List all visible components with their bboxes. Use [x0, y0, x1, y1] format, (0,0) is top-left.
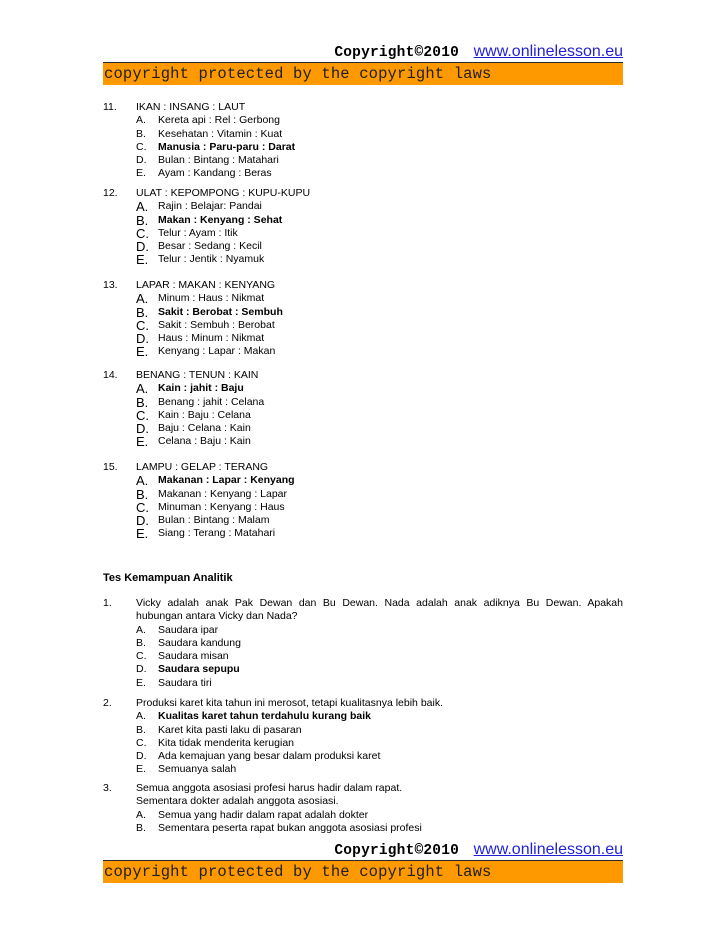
question-number: 3.	[103, 782, 112, 794]
question-number: 2.	[103, 697, 112, 709]
option-letter: E.	[136, 434, 149, 450]
option-letter: D.	[136, 154, 147, 167]
option-letter: E.	[136, 167, 146, 180]
option-letter: E.	[136, 252, 149, 268]
option-letter: A.	[136, 623, 146, 636]
answer-option	[103, 306, 623, 319]
footer-top	[103, 840, 623, 860]
option-text: Telur : Ayam : Itik	[158, 226, 238, 239]
question-stem-continuation	[103, 610, 623, 623]
answer-option	[103, 501, 623, 514]
question-stem-row	[103, 187, 623, 200]
question-stem: LAMPU : GELAP : TERANG	[136, 461, 269, 473]
question-stem-row	[103, 461, 623, 474]
option-text: Siang : Terang : Matahari	[158, 527, 276, 540]
option-letter: B.	[136, 723, 146, 736]
option-text: Sakit : Sembuh : Berobat	[158, 318, 275, 331]
answer-option	[103, 750, 623, 763]
question-stem: IKAN : INSANG : LAUT	[136, 101, 246, 113]
answer-option	[103, 737, 623, 750]
indent-spacer	[103, 795, 136, 808]
option-text: Semua yang hadir dalam rapat adalah dokter	[158, 808, 369, 821]
answer-option	[103, 650, 623, 663]
question-number: 14.	[103, 369, 118, 381]
option-letter: C.	[136, 407, 149, 423]
page-footer	[103, 840, 623, 883]
answer-option	[103, 200, 623, 213]
answer-option	[103, 141, 623, 154]
option-letter: E.	[136, 344, 149, 360]
option-letter: B.	[136, 486, 149, 502]
indent-spacer	[103, 610, 136, 623]
answer-option	[103, 240, 623, 253]
header-banner: copyright protected by the copyright laws	[103, 62, 623, 85]
answer-option	[103, 710, 623, 723]
option-text: Besar : Sedang : Kecil	[158, 240, 262, 253]
question-number: 1.	[103, 597, 112, 609]
option-letter: B.	[136, 304, 149, 320]
question	[103, 461, 623, 541]
question-number: 11.	[103, 101, 117, 113]
option-letter: A.	[136, 473, 149, 489]
question-stem: Semua anggota asosiasi profesi harus hadir dalam rapat.	[136, 782, 403, 794]
question-number: 12.	[103, 187, 118, 199]
option-text: Haus : Minum : Nikmat	[158, 332, 265, 345]
option-letter: D.	[136, 750, 147, 763]
option-letter: E.	[136, 676, 146, 689]
option-text: Telur : Jentik : Nyamuk	[158, 253, 265, 266]
question-stem-row	[103, 597, 623, 610]
question-stem: BENANG : TENUN : KAIN	[136, 369, 259, 381]
question-stem-continuation	[103, 795, 623, 808]
question-stem: Produksi karet kita tahun ini merosot, tetapi kualitasnya lebih baik.	[136, 697, 443, 709]
answer-option	[103, 319, 623, 332]
question-stem-row	[103, 369, 623, 382]
option-letter: C.	[136, 499, 149, 515]
option-text: Manusia : Paru-paru : Darat	[158, 140, 296, 153]
option-letter: D.	[136, 239, 149, 255]
option-letter: B.	[136, 394, 149, 410]
answer-option	[103, 809, 623, 822]
option-letter: D.	[136, 331, 149, 347]
option-text: Saudara ipar	[158, 623, 219, 636]
answer-option	[103, 114, 623, 127]
answer-option	[103, 396, 623, 409]
header-link[interactable]: www.onlinelesson.eu	[473, 43, 623, 60]
answer-option	[103, 624, 623, 637]
question	[103, 369, 623, 449]
question-stem-line2: Sementara dokter adalah anggota asosiasi.	[136, 795, 339, 808]
question-stem: Vicky adalah anak Pak Dewan dan Bu Dewan. Nada adalah anak adiknya Bu Dewan. Apakah	[136, 597, 623, 609]
option-text: Saudara misan	[158, 650, 229, 663]
answer-option	[103, 332, 623, 345]
question	[103, 187, 623, 267]
option-letter: A.	[136, 291, 149, 307]
question-stem: ULAT : KEPOMPONG : KUPU-KUPU	[136, 187, 311, 199]
option-text: Semuanya salah	[158, 763, 237, 776]
answer-option	[103, 154, 623, 167]
footer-banner: copyright protected by the copyright laws	[103, 860, 623, 883]
answer-option	[103, 435, 623, 448]
option-text: Sakit : Berobat : Sembuh	[158, 305, 283, 318]
answer-option	[103, 637, 623, 650]
answer-option	[103, 214, 623, 227]
question-stem-row	[103, 101, 623, 114]
page-header	[103, 42, 623, 85]
question-number: 13.	[103, 279, 118, 291]
option-text: Saudara sepupu	[158, 663, 240, 676]
option-letter: D.	[136, 421, 149, 437]
answer-option	[103, 514, 623, 527]
option-letter: E.	[136, 526, 149, 542]
answer-option	[103, 763, 623, 776]
option-letter: B.	[136, 821, 146, 834]
question-stem-row	[103, 697, 623, 710]
analytic-question	[103, 782, 623, 835]
option-text: Kereta api : Rel : Gerbong	[158, 114, 280, 127]
option-letter: A.	[136, 114, 146, 127]
option-letter: A.	[136, 381, 149, 397]
section-title: Tes Kemampuan Analitik	[103, 572, 233, 584]
option-letter: D.	[136, 513, 149, 529]
answer-option	[103, 409, 623, 422]
option-text: Kain : jahit : Baju	[158, 382, 244, 395]
option-text: Benang : jahit : Celana	[158, 395, 265, 408]
option-letter: C.	[136, 225, 149, 241]
option-letter: C.	[136, 736, 147, 749]
question-stem-line2: hubungan antara Vicky dan Nada?	[136, 610, 298, 623]
answer-option	[103, 167, 623, 180]
question	[103, 101, 623, 181]
answer-option	[103, 227, 623, 240]
option-letter: A.	[136, 710, 146, 723]
option-text: Rajin : Belajar: Pandai	[158, 200, 262, 213]
option-text: Karet kita pasti laku di pasaran	[158, 723, 302, 736]
answer-option	[103, 292, 623, 305]
option-text: Ada kemajuan yang besar dalam produksi karet	[158, 750, 381, 763]
answer-option	[103, 128, 623, 141]
option-text: Minum : Haus : Nikmat	[158, 292, 265, 305]
answer-option	[103, 822, 623, 835]
answer-option	[103, 724, 623, 737]
question-stem-row	[103, 279, 623, 292]
option-letter: A.	[136, 199, 149, 215]
question-number: 15.	[103, 461, 118, 473]
footer-copyright: Copyright©2010	[334, 843, 459, 859]
option-letter: C.	[136, 650, 147, 663]
option-text: Celana : Baju : Kain	[158, 435, 251, 448]
option-letter: C.	[136, 140, 147, 153]
option-text: Kesehatan : Vitamin : Kuat	[158, 127, 283, 140]
option-text: Makanan : Kenyang : Lapar	[158, 487, 288, 500]
option-text: Sementara peserta rapat bukan anggota asosiasi profesi	[158, 821, 422, 834]
option-letter: B.	[136, 127, 146, 140]
option-text: Kenyang : Lapar : Makan	[158, 345, 276, 358]
option-letter: B.	[136, 212, 149, 228]
option-letter: A.	[136, 808, 146, 821]
answer-option	[103, 382, 623, 395]
answer-option	[103, 253, 623, 266]
option-text: Bulan : Bintang : Malam	[158, 514, 270, 527]
analytic-question	[103, 697, 623, 777]
option-letter: B.	[136, 636, 146, 649]
answer-option	[103, 677, 623, 690]
option-letter: C.	[136, 317, 149, 333]
option-text: Makan : Kenyang : Sehat	[158, 213, 283, 226]
option-text: Kita tidak menderita kerugian	[158, 736, 294, 749]
option-letter: D.	[136, 663, 147, 676]
header-copyright: Copyright©2010	[334, 45, 459, 61]
answer-option	[103, 474, 623, 487]
answer-option	[103, 422, 623, 435]
footer-link[interactable]: www.onlinelesson.eu	[473, 841, 623, 858]
answer-option	[103, 488, 623, 501]
answer-option	[103, 527, 623, 540]
analytic-question	[103, 597, 623, 690]
option-text: Baju : Celana : Kain	[158, 422, 251, 435]
option-text: Kain : Baju : Celana	[158, 408, 251, 421]
answer-option	[103, 345, 623, 358]
option-text: Ayam : Kandang : Beras	[158, 167, 272, 180]
question-stem-row	[103, 782, 623, 795]
option-text: Saudara tiri	[158, 676, 212, 689]
option-text: Saudara kandung	[158, 636, 241, 649]
option-text: Kualitas karet tahun terdahulu kurang baik	[158, 710, 371, 723]
option-text: Makanan : Lapar : Kenyang	[158, 474, 295, 487]
option-letter: E.	[136, 763, 146, 776]
header-top	[103, 42, 623, 62]
option-text: Bulan : Bintang : Matahari	[158, 154, 279, 167]
answer-option	[103, 663, 623, 676]
option-text: Minuman : Kenyang : Haus	[158, 500, 285, 513]
question-stem: LAPAR : MAKAN : KENYANG	[136, 279, 276, 291]
question	[103, 279, 623, 359]
